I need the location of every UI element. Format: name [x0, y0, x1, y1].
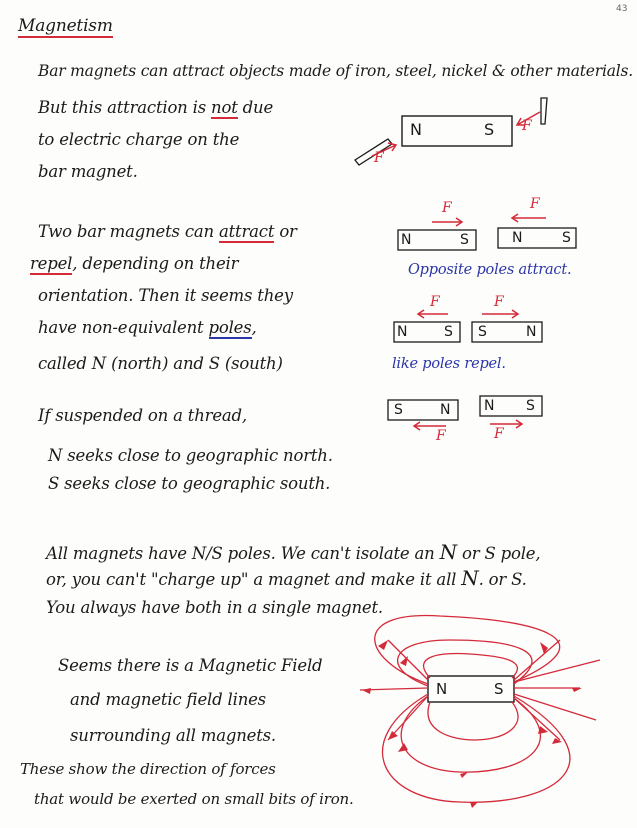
fig2b-arrow-left: [418, 310, 448, 318]
p3-line1: If suspended on a thread,: [38, 406, 247, 425]
p2-line3: orientation. Then it seems they: [38, 286, 293, 305]
fig3-label-N: N: [436, 680, 448, 698]
p1-line2c: due: [237, 98, 274, 117]
p4-line1a: All magnets have N/S poles. We can't isolate an: [46, 544, 440, 563]
fig2a-arrow-left: [512, 214, 546, 222]
fig2a-arrow-right: [432, 218, 462, 226]
fig3-label-S: S: [494, 680, 504, 698]
p5-line4: These show the direction of forces: [20, 760, 276, 778]
p4-big-N: N: [439, 540, 457, 564]
p2-line2: [30, 254, 238, 273]
fig2a-caption: Opposite poles attract.: [408, 262, 572, 278]
fig2b-caption: like poles repel.: [392, 356, 506, 372]
fig2c-label-F1: F: [436, 428, 446, 444]
p4-line2: [46, 566, 527, 590]
p2-line1: [38, 222, 297, 241]
fig2b-label-F1: F: [430, 294, 440, 310]
fig2c-m2-S: S: [526, 398, 535, 414]
fig1-label-S: S: [484, 120, 494, 139]
p2-line4c: ,: [251, 318, 257, 337]
fig2b-m1-S: S: [444, 324, 453, 340]
p3-line2: N seeks close to geographic north.: [48, 446, 333, 465]
p4-line3: You always have both in a single magnet.: [46, 598, 383, 617]
p4-line2a: or, you can't "charge up" a magnet and make it all: [46, 570, 462, 589]
p2-repel: repel: [30, 254, 73, 273]
fig2a-label-F2: F: [530, 196, 540, 212]
p2-line1c: or: [274, 222, 297, 241]
p1-line1: Bar magnets can attract objects made of iron, steel, nickel & other materials.: [38, 62, 634, 80]
fig2b-arrow-right: [482, 310, 518, 318]
p3-line3: S seeks close to geographic south.: [48, 474, 331, 493]
p2-line4a: have non-equivalent: [38, 318, 209, 337]
fig1-label-F-right: F: [522, 118, 532, 134]
fig1-label-F-left: F: [374, 150, 384, 166]
fig2b-m1-N: N: [397, 324, 408, 340]
p1-not: not: [211, 98, 238, 117]
fig2a-m1-N: N: [401, 232, 412, 248]
p5-line5: that would be exerted on small bits of iron.: [34, 790, 354, 808]
p4-line1: [46, 540, 540, 564]
fig2c-m2-N: N: [484, 398, 495, 414]
page-title: [18, 16, 113, 36]
fig2b-label-F2: F: [494, 294, 504, 310]
p4-big-N2: N: [461, 566, 479, 590]
fig2b-m2-N: N: [526, 324, 537, 340]
fig1-label-N: N: [410, 120, 422, 139]
p1-line4: bar magnet.: [38, 162, 138, 181]
fig2a-label-F1: F: [442, 200, 452, 216]
p5-line3: surrounding all magnets.: [70, 726, 276, 745]
p1-line3: to electric charge on the: [38, 130, 240, 149]
p1-line2: [38, 98, 273, 117]
p2-poles: poles: [208, 318, 252, 337]
p4-line2c: . or S.: [478, 570, 527, 589]
p2-line5: called N (north) and S (south): [38, 354, 283, 373]
fig2c-m1-N: N: [440, 402, 451, 418]
p2-line2b: , depending on their: [72, 254, 239, 273]
p5-line2: and magnetic field lines: [70, 690, 266, 709]
p2-line1a: Two bar magnets can: [38, 222, 219, 241]
fig1-nail-right: [541, 98, 547, 124]
p1-line2a: But this attraction is: [38, 98, 212, 117]
p4-line1c: or S pole,: [456, 544, 541, 563]
p2-attract: attract: [218, 222, 275, 241]
p5-line1: Seems there is a Magnetic Field: [58, 656, 323, 675]
fig2c-label-F2: F: [494, 426, 504, 442]
fig3-field-lines: [360, 616, 600, 803]
fig3-arrowheads: [362, 640, 582, 808]
fig2c-m1-S: S: [394, 402, 403, 418]
title-text: Magnetism: [18, 16, 113, 36]
p2-line4: [38, 318, 257, 337]
page-number: 43: [616, 4, 628, 14]
fig2a-m2-N: N: [512, 230, 523, 246]
fig2a-m1-S: S: [460, 232, 469, 248]
fig2b-m2-S: S: [478, 324, 487, 340]
fig2a-m2-S: S: [562, 230, 571, 246]
